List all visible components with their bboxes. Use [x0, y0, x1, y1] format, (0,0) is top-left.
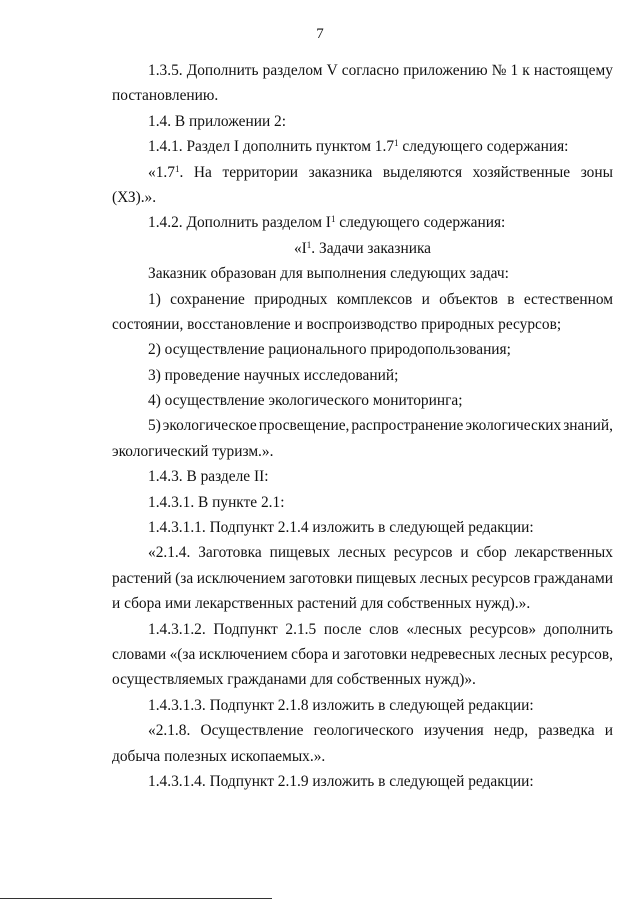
word: и	[421, 290, 430, 308]
word: экологическое	[162, 417, 257, 435]
word: 1.3.5.	[148, 62, 183, 79]
word: приложению	[403, 62, 488, 79]
word: комплексов	[336, 290, 413, 308]
word: сохранение	[170, 290, 245, 308]
line-text: 1.4.2. Дополнить разделом I	[148, 214, 331, 232]
text-line-28: добыча полезных ископаемых.».	[112, 747, 326, 765]
text-line-10	[112, 287, 613, 312]
word: заготовки	[343, 645, 408, 663]
word: лесных	[420, 569, 469, 587]
word: пищевых	[269, 544, 331, 562]
text-line-22: и сбора ими лекарственных растений для собственных нужд).».	[112, 595, 531, 613]
superscript: 1	[174, 163, 180, 174]
text-line-3: 1.4. В приложении 2:	[148, 112, 286, 130]
text-line-6: (ХЗ).».	[112, 188, 157, 206]
word: 2.1.5	[285, 620, 317, 638]
word: геологического	[313, 722, 414, 740]
word: «лесных	[406, 620, 463, 638]
text-line-15	[112, 413, 613, 438]
text-line-12: 2) осуществление рационального природопользования;	[148, 341, 511, 359]
word: к	[522, 62, 530, 79]
word: выделяются	[382, 163, 463, 181]
line-text: «1.7	[148, 163, 175, 181]
word: экологических	[465, 417, 562, 435]
line-text: следующего содержания:	[398, 138, 569, 156]
text-line-1	[112, 58, 613, 83]
word: Дополнить	[186, 62, 259, 79]
word: 1	[510, 62, 519, 79]
word: разделом	[262, 62, 323, 79]
word: «(за	[169, 645, 196, 663]
word: гражданами	[533, 569, 613, 587]
text-line-17: 1.4.3. В разделе II:	[148, 468, 269, 486]
text-line-5	[112, 160, 613, 185]
word: «2.1.4.	[148, 544, 191, 562]
superscript: 1	[306, 239, 312, 250]
word: 1.4.3.1.2.	[148, 620, 206, 638]
text-line-13: 3) проведение научных исследований;	[148, 366, 399, 384]
word: Заготовка	[198, 544, 262, 562]
clause-number	[148, 160, 183, 185]
word: заказника	[308, 163, 373, 181]
section-heading	[112, 236, 613, 261]
word: недр,	[493, 722, 529, 740]
word: зоны	[580, 163, 613, 181]
text-line-11: состоянии, восстановление и воспроизводство природных ресурсов;	[112, 315, 562, 333]
text-line-24	[112, 642, 613, 667]
text-line-20	[112, 540, 613, 565]
line-text: 1.4.1. Раздел I дополнить пунктом 1.7	[148, 138, 395, 156]
word: после	[323, 620, 362, 638]
word: согласно	[341, 62, 400, 79]
superscript: 1	[394, 138, 399, 149]
word: просвещение,	[258, 417, 350, 435]
word: распространение	[351, 417, 464, 435]
word: лекарственных	[514, 544, 613, 562]
word: территории	[222, 163, 299, 181]
word: ресурсов,	[550, 645, 613, 663]
word: словами	[112, 645, 167, 663]
word: растений	[112, 569, 172, 587]
text-line-4	[112, 134, 613, 159]
word: и	[331, 645, 341, 663]
line-text: следующего содержания:	[335, 214, 506, 232]
word: природных	[254, 290, 328, 308]
word: сбора	[291, 645, 329, 663]
text-line-16: экологический туризм.».	[112, 442, 274, 460]
word: №	[491, 62, 507, 79]
line-text: .	[179, 163, 184, 181]
text-line-9: Заказник образован для выполнения следующих задач:	[148, 265, 509, 283]
page-number: 7	[316, 26, 324, 42]
word: Подпункт	[213, 620, 278, 638]
word: исключением	[196, 569, 286, 587]
word: дополнить	[543, 620, 613, 638]
word: разведка	[538, 722, 595, 740]
footer-rule	[0, 898, 272, 899]
word: настоящему	[533, 62, 613, 79]
text-line-7	[112, 210, 613, 235]
word: недревесных	[410, 645, 496, 663]
text-line-14: 4) осуществление экологического мониторинга;	[148, 392, 463, 410]
word: знаний,	[563, 417, 613, 435]
word: ресурсов	[393, 544, 453, 562]
word: ресурсов»	[469, 620, 537, 638]
line-text: . Задачи заказника	[311, 239, 432, 257]
text-line-25: осуществляемых гражданами для собственных нужд)».	[112, 671, 476, 689]
word: и	[604, 722, 613, 740]
line-text: «I	[293, 239, 307, 257]
word: ресурсов	[471, 569, 531, 587]
text-line-21	[112, 566, 613, 591]
text-line-23	[112, 617, 613, 642]
word: лесных	[337, 544, 386, 562]
word: лесных	[498, 645, 547, 663]
word: и	[460, 544, 469, 562]
word: 1)	[148, 290, 161, 308]
superscript: 1	[330, 214, 336, 225]
word: в	[507, 290, 515, 308]
word: V	[326, 62, 338, 79]
document-body	[112, 58, 613, 794]
word: заготовки	[288, 569, 353, 587]
word: хозяйственные	[472, 163, 571, 181]
word: исключением	[198, 645, 288, 663]
word: На	[193, 163, 212, 181]
text-line-29: 1.4.3.1.4. Подпункт 2.1.9 изложить в следующей редакции:	[148, 772, 534, 790]
word: пищевых	[356, 569, 417, 587]
text-line-19: 1.4.3.1.1. Подпункт 2.1.4 изложить в следующей редакции:	[148, 519, 534, 537]
text-line-2: постановлению.	[112, 87, 219, 105]
word: изучения	[423, 722, 484, 740]
text-line-18: 1.4.3.1. В пункте 2.1:	[148, 493, 285, 511]
word: естественном	[523, 290, 613, 308]
word: (за	[175, 569, 194, 587]
word: объектов	[439, 290, 498, 308]
word: 5)	[148, 417, 161, 435]
text-line-27	[112, 718, 613, 743]
text-line-26: 1.4.3.1.3. Подпункт 2.1.8 изложить в следующей редакции:	[148, 696, 534, 714]
word: «2.1.8.	[148, 722, 191, 740]
word: Осуществление	[200, 722, 304, 740]
word: слов	[369, 620, 399, 638]
word: сбор	[476, 544, 507, 562]
